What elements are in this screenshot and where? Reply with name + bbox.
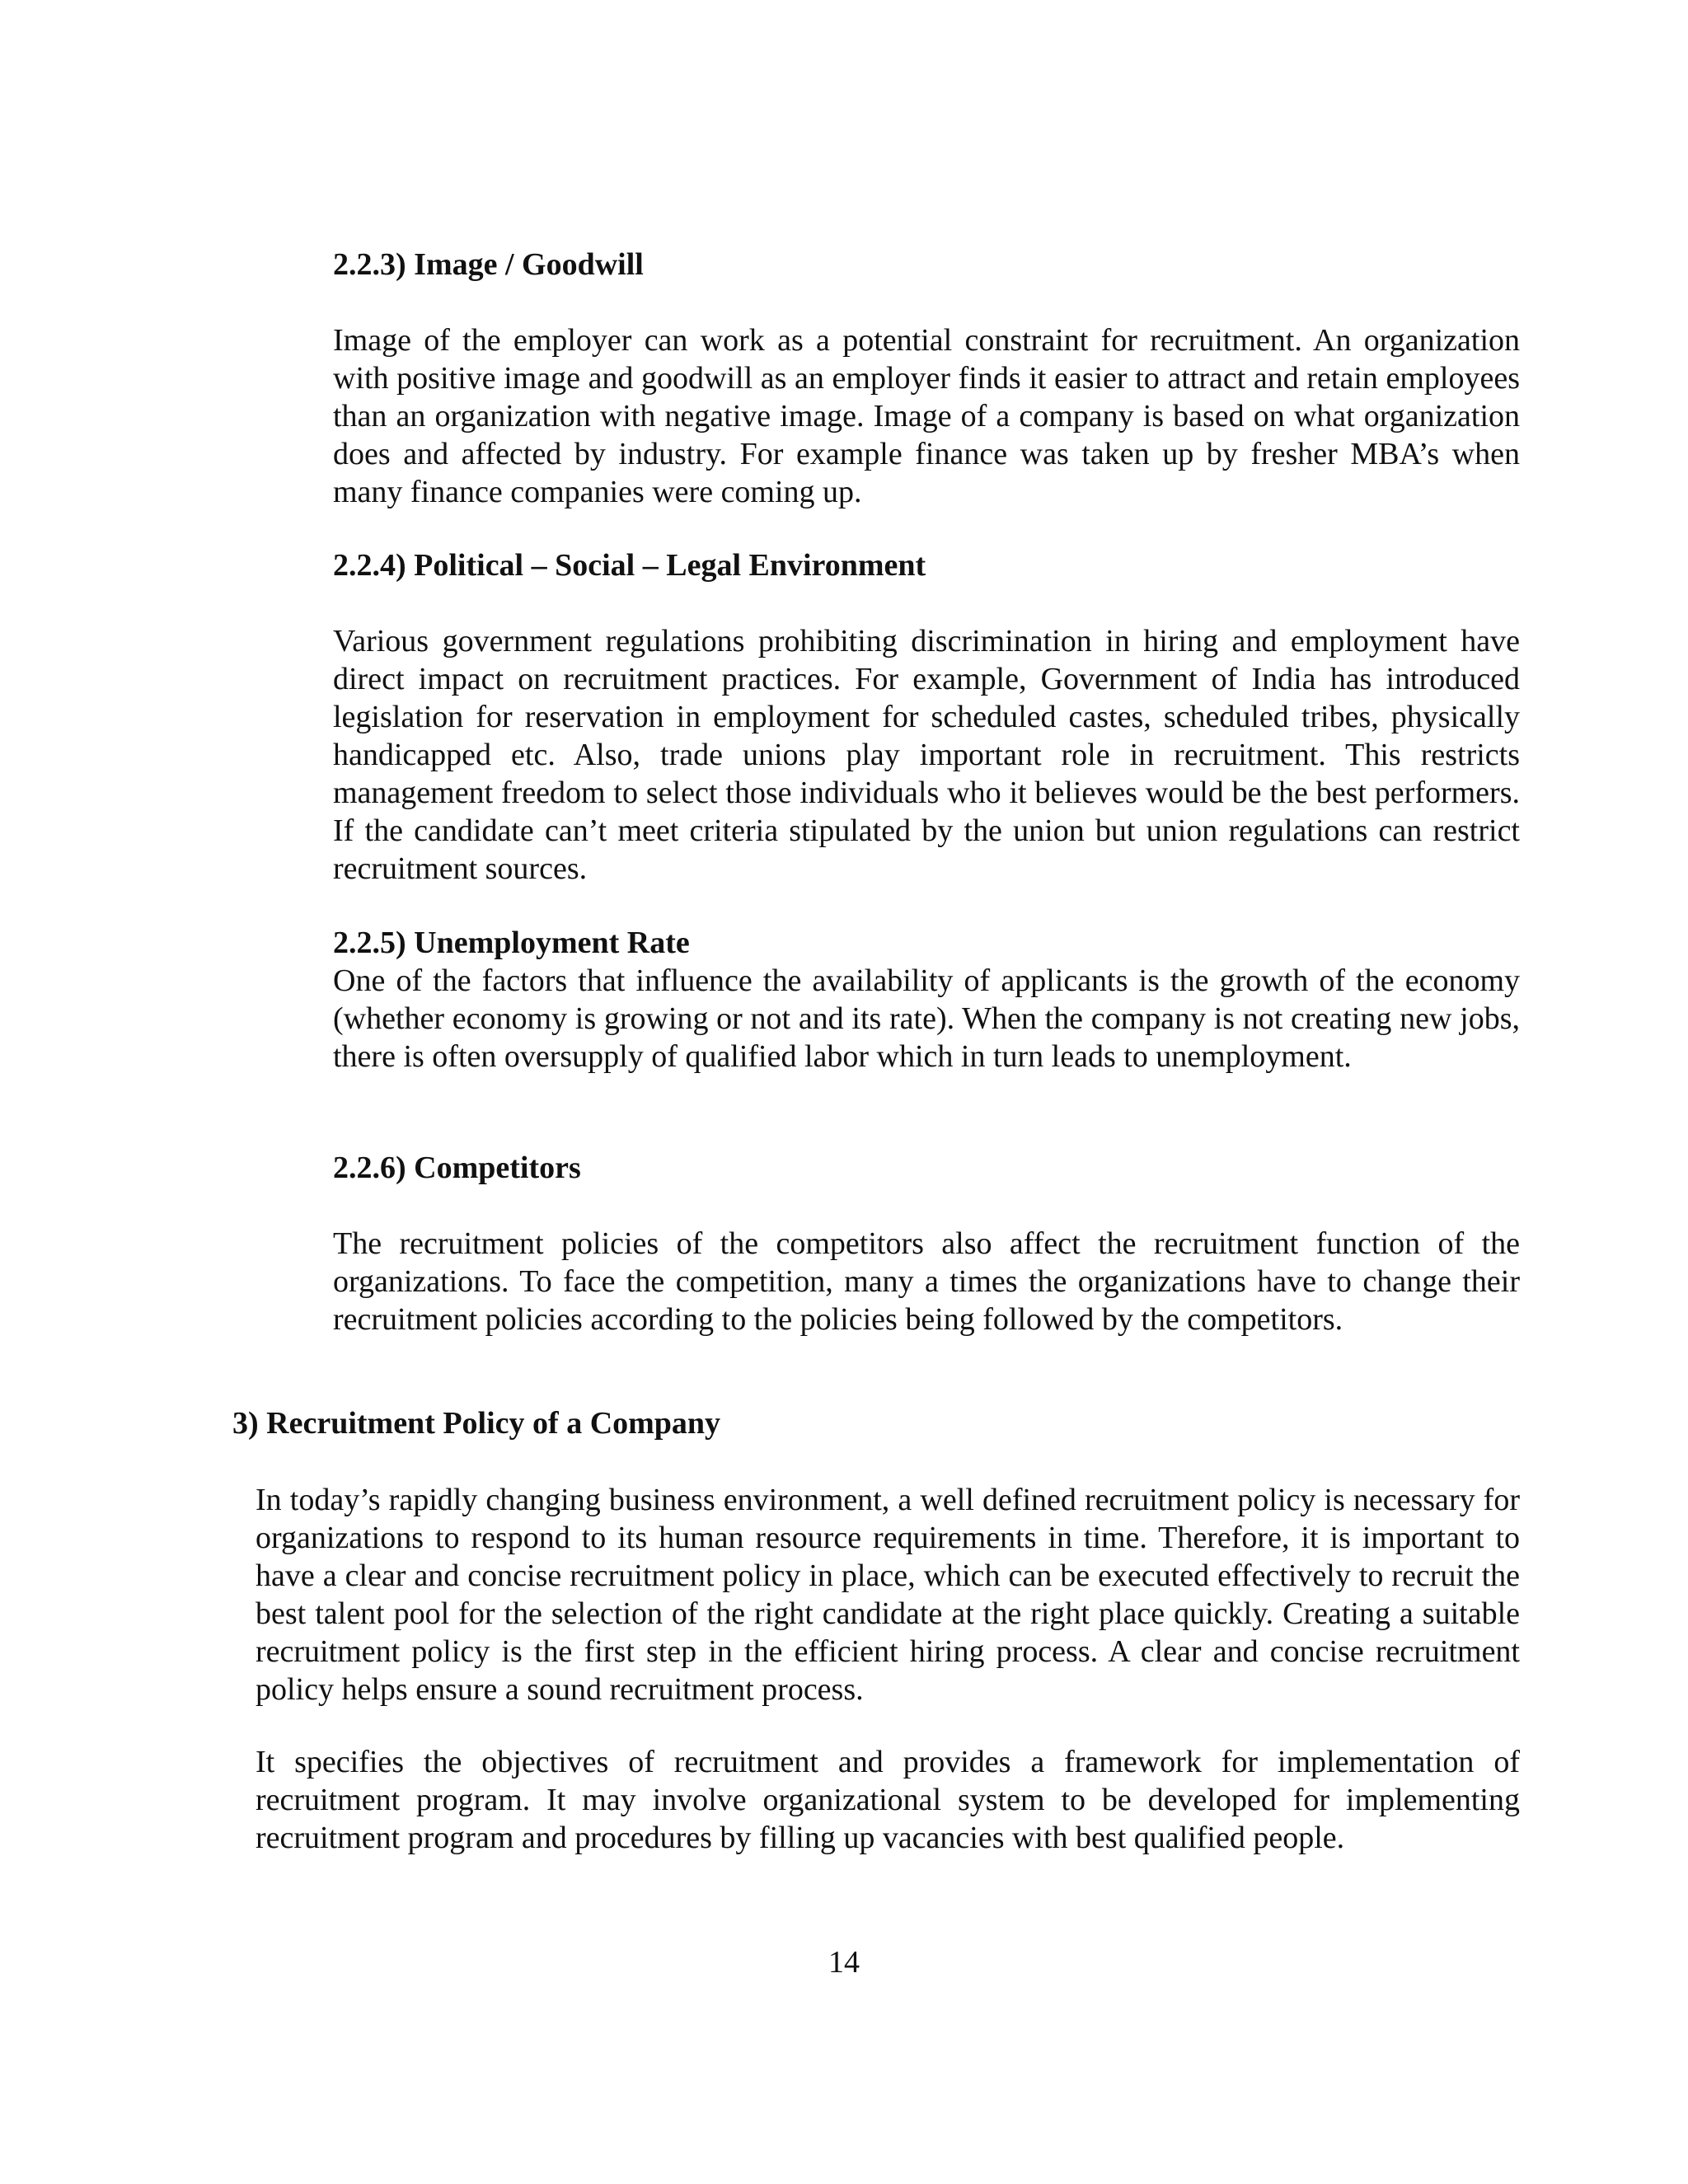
section-body-competitors: The recruitment policies of the competitors also affect the recruitment function of the organizations. To face the competition, many a times the organizations have to change their recruitment policies according to the policies being followed by the competitors.	[333, 1226, 1520, 1337]
section-heading-unemployment-rate: 2.2.5) Unemployment Rate	[333, 926, 690, 960]
page-number: 14	[828, 1945, 860, 1980]
section-heading-political-social-legal: 2.2.4) Political – Social – Legal Environment	[333, 548, 926, 583]
section-body-recruitment-policy-2: It specifies the objectives of recruitment and provides a framework for implementation of recruitment program. It may involve organizational system to be developed for implementing recruitment program and procedures by filling up vacancies with best qualified people.	[256, 1745, 1520, 1855]
section-body-image-goodwill: Image of the employer can work as a potential constraint for recruitment. An organization with positive image and goodwill as an employer finds it easier to attract and retain employees than an organization with negative image. Image of a company is based on what organization does and affected by industry. For example finance was taken up by fresher MBA’s when many finance companies were coming up.	[333, 323, 1520, 509]
section-heading-image-goodwill: 2.2.3) Image / Goodwill	[333, 247, 644, 282]
section-body-recruitment-policy-1: In today’s rapidly changing business environment, a well defined recruitment policy is necessary for organizations to respond to its human resource requirements in time. Therefore, it is important to have a clear and concise recruitment policy in place, which can be executed effectively to recruit the best talent pool for the selection of the right candidate at the right place quickly. Creating a suitable recruitment policy is the first step in the efficient hiring process. A clear and concise recruitment policy helps ensure a sound recruitment process.	[256, 1483, 1520, 1707]
section-body-unemployment-rate: One of the factors that influence the availability of applicants is the growth of the economy (whether economy is growing or not and its rate). When the company is not creating new jobs, there is often oversupply of qualified labor which in turn leads to unemployment.	[333, 963, 1520, 1074]
section-heading-competitors: 2.2.6) Competitors	[333, 1151, 581, 1185]
section-body-political-social-legal: Various government regulations prohibiting discrimination in hiring and employment have direct impact on recruitment practices. For example, Government of India has introduced legislation for reservation in employment for scheduled castes, scheduled tribes, physically handicapped etc. Also, trade unions play important role in recruitment. This restricts management freedom to select those individuals who it believes would be the best performers. If the candidate can’t meet criteria stipulated by the union but union regulations can restrict recruitment sources.	[333, 624, 1520, 886]
section-heading-recruitment-policy: 3) Recruitment Policy of a Company	[232, 1406, 721, 1441]
